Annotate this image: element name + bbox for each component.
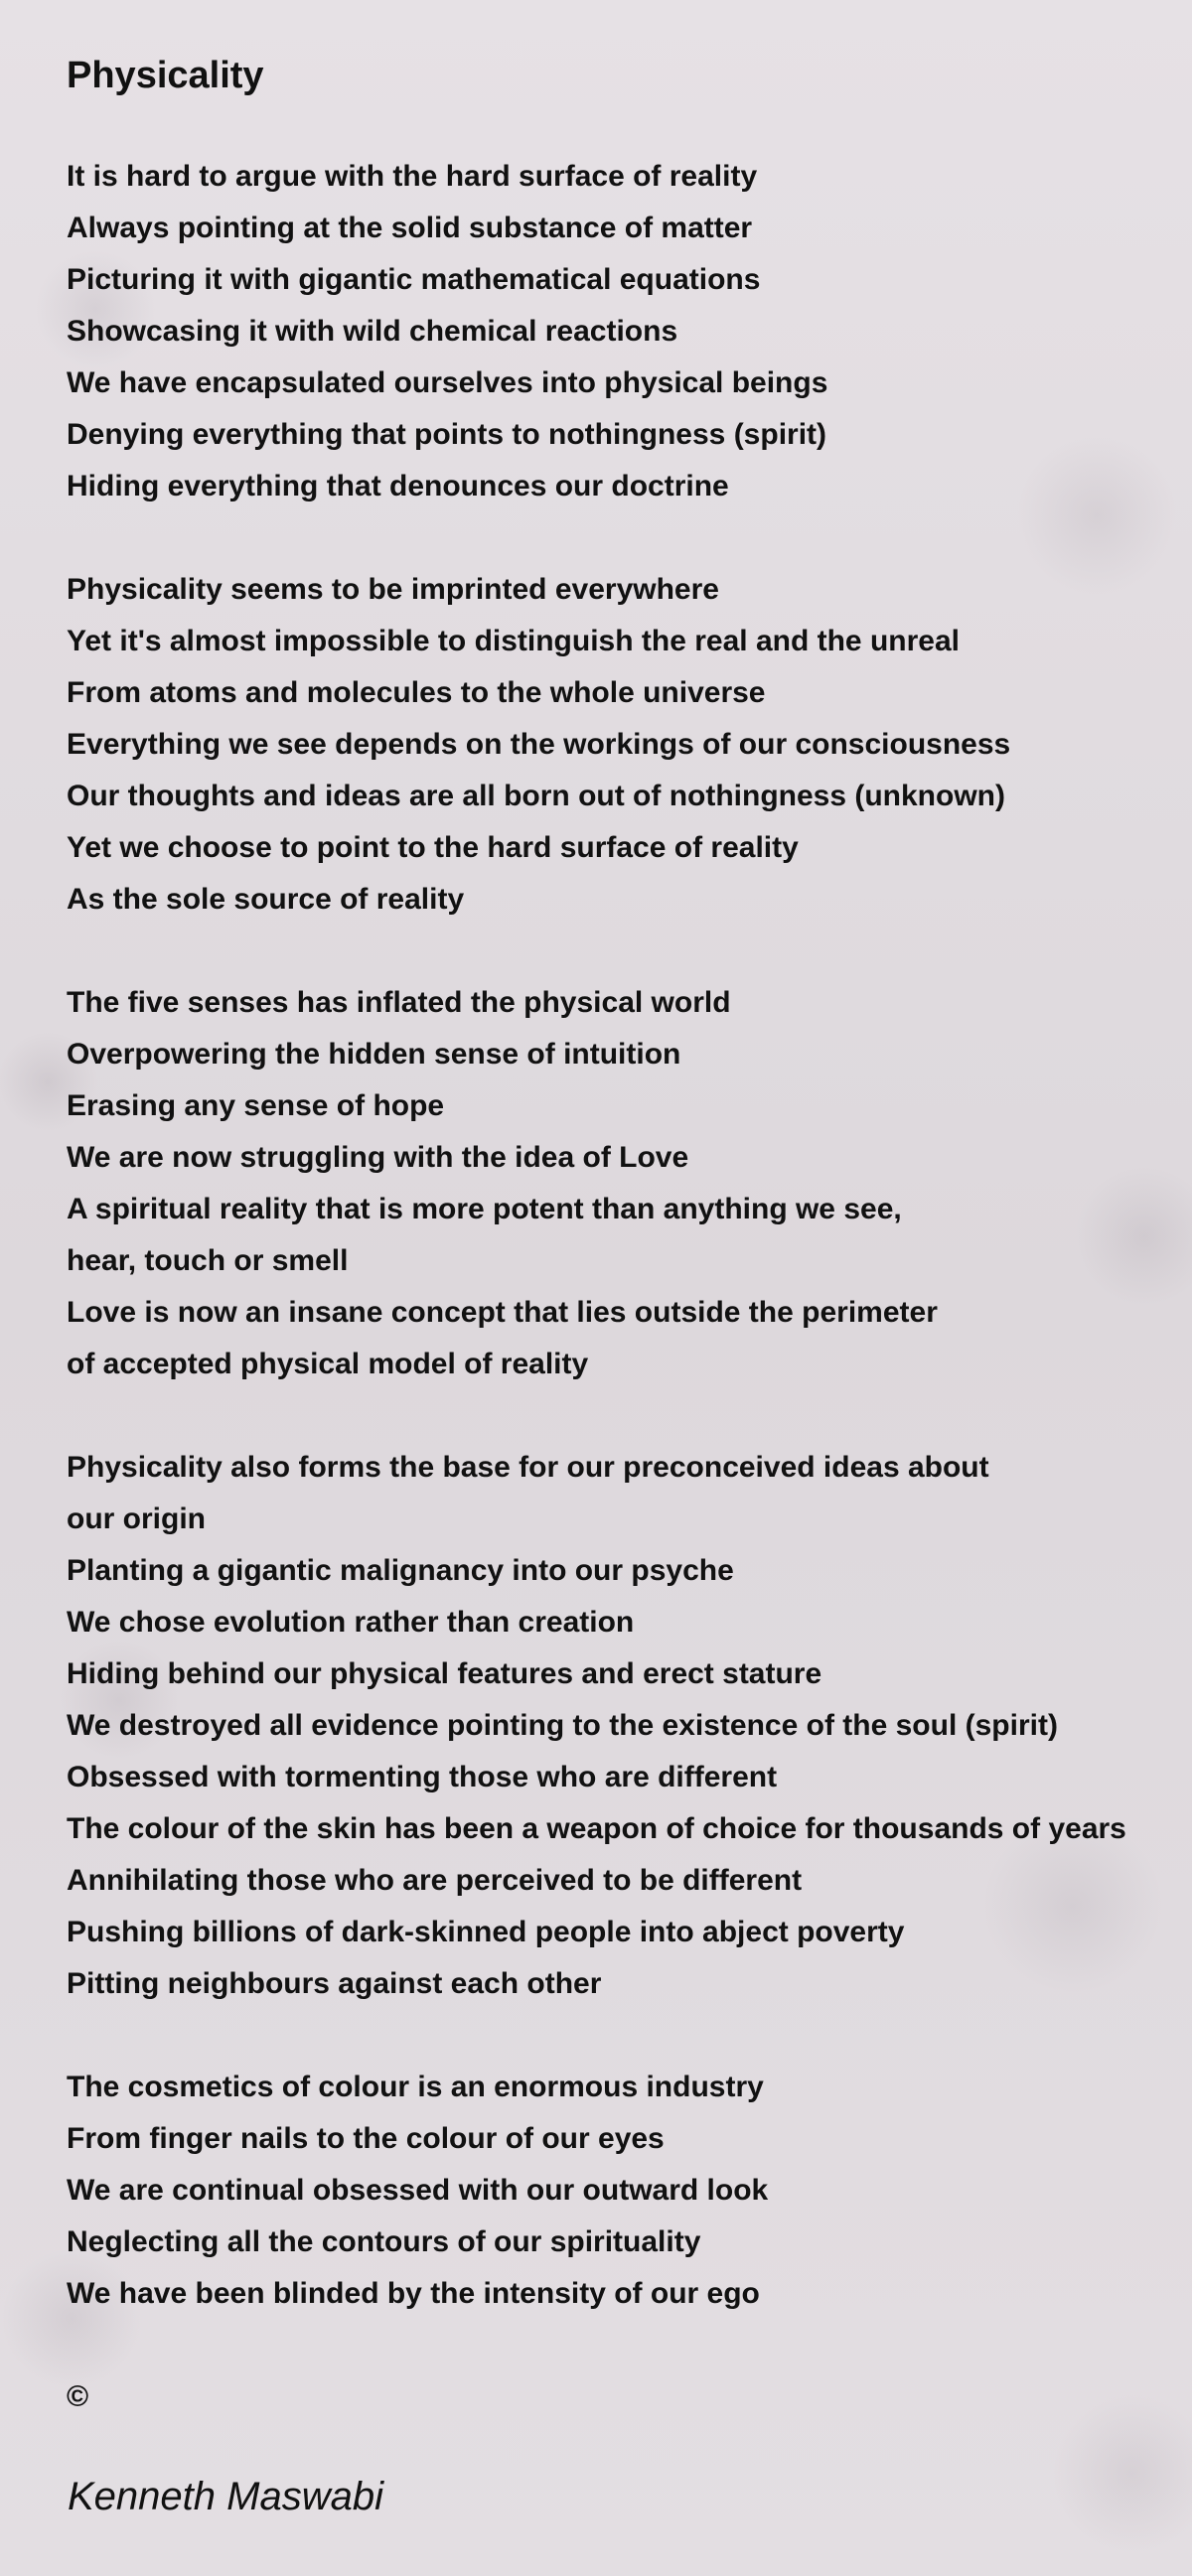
poem-line: The cosmetics of colour is an enormous industry (67, 2071, 764, 2103)
poem-line: We destroyed all evidence pointing to the existence of the soul (spirit) (67, 1709, 1058, 1742)
poem-line: It is hard to argue with the hard surface of reality (67, 160, 758, 193)
poem-line: Obsessed with tormenting those who are different (67, 1761, 778, 1793)
stanza (67, 151, 1192, 512)
poem-line: Yet it's almost impossible to distinguish the real and the unreal (67, 625, 960, 657)
poem-line: Denying everything that points to nothingness (spirit) (67, 418, 827, 451)
poem-line: of accepted physical model of reality (67, 1348, 589, 1380)
author-name: Kenneth Maswabi (68, 2475, 383, 2518)
poem-line: From finger nails to the colour of our eyes (67, 2122, 665, 2155)
poem-line: Overpowering the hidden sense of intuition (67, 1038, 681, 1071)
poem-line: hear, touch or smell (67, 1244, 349, 1277)
poem-line: Pushing billions of dark-skinned people into abject poverty (67, 1916, 905, 1948)
poem-title: Physicality (67, 55, 264, 96)
poem-line: The five senses has inflated the physical world (67, 986, 731, 1019)
poem-line: our origin (67, 1503, 206, 1535)
poem-line: Yet we choose to point to the hard surface of reality (67, 831, 799, 864)
poem-line: Hiding everything that denounces our doctrine (67, 470, 729, 502)
poem-line: Erasing any sense of hope (67, 1089, 445, 1122)
poem-line: We have encapsulated ourselves into physical beings (67, 366, 828, 399)
poem-line: Everything we see depends on the workings of our consciousness (67, 728, 1011, 761)
poem-line: Physicality also forms the base for our preconceived ideas about (67, 1451, 989, 1484)
poem-line: As the sole source of reality (67, 883, 465, 916)
poem-line: Picturing it with gigantic mathematical equations (67, 263, 761, 296)
stanza (67, 977, 1192, 1390)
poem-line: Physicality seems to be imprinted everywhere (67, 573, 719, 606)
poem-line: We are continual obsessed with our outward look (67, 2174, 769, 2207)
poem-line: Pitting neighbours against each other (67, 1967, 602, 2000)
poem-line: Hiding behind our physical features and erect stature (67, 1657, 822, 1690)
poem-line: We have been blinded by the intensity of our ego (67, 2277, 760, 2310)
poem-line: We are now struggling with the idea of Love (67, 1141, 689, 1174)
poem-line: The colour of the skin has been a weapon of choice for thousands of years (67, 1812, 1126, 1845)
poem-line: Our thoughts and ideas are all born out of nothingness (unknown) (67, 780, 1005, 812)
poem-line: A spiritual reality that is more potent than anything we see, (67, 1193, 902, 1225)
stanza (67, 564, 1192, 926)
poem-line: Neglecting all the contours of our spirituality (67, 2225, 701, 2258)
copyright-symbol: © (67, 2380, 89, 2413)
poem-line: We chose evolution rather than creation (67, 1606, 635, 1639)
stanza (67, 1442, 1192, 2010)
poem-line: Love is now an insane concept that lies outside the perimeter (67, 1296, 938, 1329)
stanza (67, 2062, 1192, 2320)
poem-line: From atoms and molecules to the whole universe (67, 676, 766, 709)
poem-line: Showcasing it with wild chemical reactions (67, 315, 678, 348)
poem-body (67, 151, 1192, 2320)
poem-line: Planting a gigantic malignancy into our psyche (67, 1554, 734, 1587)
poem-line: Always pointing at the solid substance of matter (67, 212, 753, 244)
poem-line: Annihilating those who are perceived to be different (67, 1864, 803, 1897)
